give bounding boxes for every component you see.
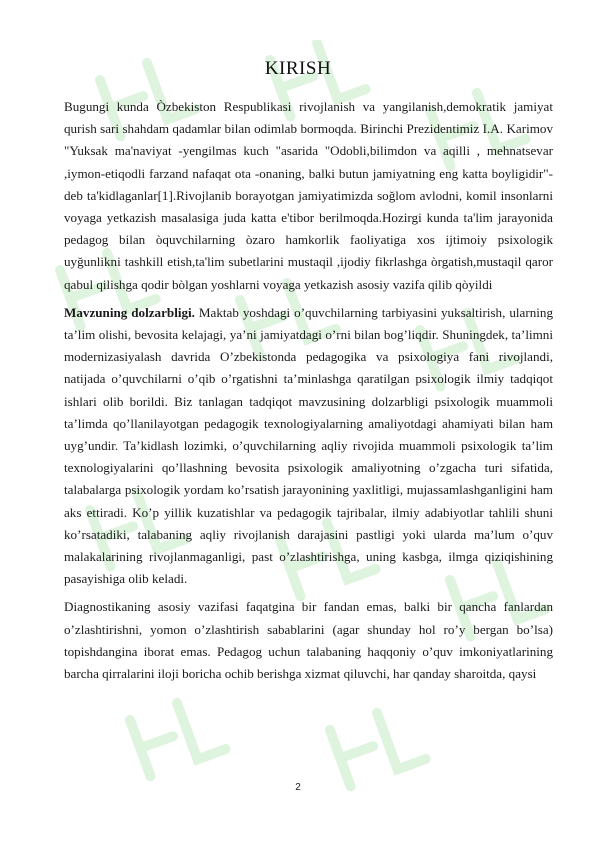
section-title: KIRISH xyxy=(264,58,332,79)
paragraph-text: Maktab yoshdagi o’quvchilarning tarbiyasini yuksaltirish, ularning ta’lim olishi, bevosita kelajagi, ya’ni jamiyatdagi o’rni bilan bog’liqdir. Shuningdek, ta’limni modernizasiyalash davrida O’zbekistonda pedagogika va psixologiya fani rivojlandi, natijada o’quvchilarni o’qib o’rgatishni ta’minlashga qaratilgan psixologik ilmiy tadqiqot ishlari olib borildi. Biz tanlagan tadqiqot mavzusining dolzarbligi psixologik muammoli ta’limda qo’llanilayotgan pedagogik texnologiyalarning amaliyotdagi ahamiyati bilan ham uyg’undir. Ta’kidlash lozimki, o’quvchilarning aqliy rivojida muammoli psixologik ta’lim texnologiyalarini qo’llashning bevosita psixologik amaliyotning o’zgacha turi sifatida, talabalarga psixologik yordam ko’rsatish jarayonining yaxlitligi, mujassamlashganligini ham aks ettiradi. Ko’p yillik kuzatishlar va pedagogik tajribalar, ilmiy adabiyotlar tahlili shuni ko’rsatadiki, talabaning aqliy rivojlanish darajasini pastligi yoki ularda ma’lum o’quv malakalarining rivojlanmaganligi, past o’zlashtirishga, uning kasbga, ilmga qiziqishining pasayishiga olib keladi. xyxy=(64,304,553,587)
body-text xyxy=(64,96,553,685)
paragraph-text: Diagnostikaning asosiy vazifasi faqatgina bir fandan emas, balki bir qancha fanlardan o’zlashtirishni, yomon o’zlashtirish sabablarini (agar shunday hol ro’y bergan bo’lsa) topishdangina iborat emas. Pedagog uchun talabaning haqqoniy o’quv imkoniyatlarining barcha qirralarini iloji boricha ochib berishga xizmat qiluvchi, har qanday sharoitda, qaysi xyxy=(64,599,553,682)
paragraph-diagnostics xyxy=(64,596,553,685)
paragraph-relevance xyxy=(64,302,553,591)
paragraph-intro xyxy=(64,96,553,296)
page-number: 2 xyxy=(295,782,301,793)
paragraph-text: Bugungi kunda Òzbekiston Respublikasi rivojlanish va yangilanish,demokratik jamiyat qurish sari shahdam qadamlar bilan odimlab bormoqda. Birinchi Prezidentimiz I.A. Karimov "Yuksak ma'naviyat -yengilmas kuch "asarida "Odobli,bilimdon va aqilli , mehnatsevar ,iymon-etiqodli farzand nafaqat ota -onaning, balki butun jamiyatning eng katta boyligidir"- deb ta'kidlaganlar[1].Rivojlanib borayotgan jamiyatimizda soğlom avlodni, komil insonlarni voyaga yetkazish masalasiga juda katta e'tibor berilmoqda.Hozirgi kunda ta'lim jarayonida pedagog bilan òquvchilarning òzaro hamkorlik faoliyatiga xos ijtimoiy psixologik uyğunlikni tashkill etish,ta'lim subetlarini mustaqil ,ijodiy fikrlashga òrgatish,mustaqil qaror qabul qilishga qodir bòlgan yoshlarni voyaga yetkazish asosiy vazifa qilib qòyildi xyxy=(64,99,553,292)
paragraph-lead: Mavzuning dolzarbligi. xyxy=(64,304,195,320)
